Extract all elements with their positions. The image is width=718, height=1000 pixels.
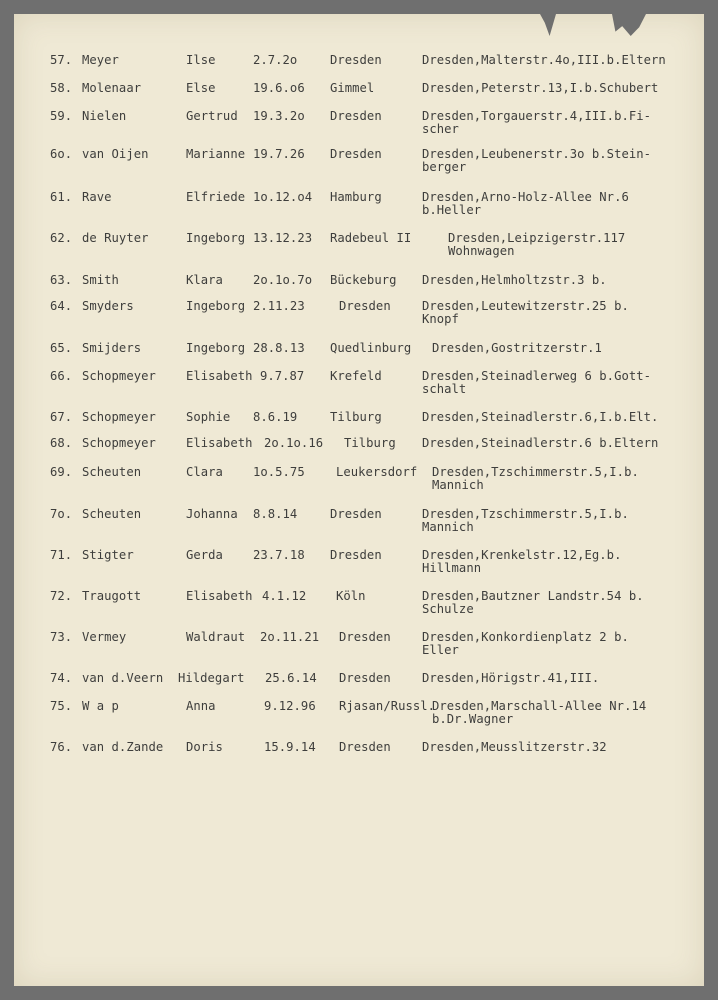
birth-place: Bückeburg	[330, 273, 397, 287]
address-line-2: Wohnwagen	[448, 244, 515, 258]
birth-date: 19.6.o6	[253, 81, 305, 95]
surname: Scheuten	[82, 465, 142, 479]
given-name: Ingeborg	[186, 231, 246, 245]
list-item	[0, 590, 718, 620]
address	[422, 191, 706, 217]
address-line-2: Knopf	[422, 312, 459, 326]
address	[422, 508, 706, 534]
birth-place: Leukersdorf	[336, 465, 418, 479]
address-line-2: Eller	[422, 643, 459, 657]
surname: Stigter	[82, 548, 134, 562]
surname: Meyer	[82, 53, 119, 67]
given-name: Ingeborg	[186, 299, 246, 313]
record-number: 66.	[50, 369, 73, 383]
given-name: Elisabeth	[186, 436, 253, 450]
surname: Schopmeyer	[82, 369, 156, 383]
address-line-1: Dresden,Arno-Holz-Allee Nr.6	[422, 191, 629, 204]
birth-place: Köln	[336, 589, 366, 603]
birth-place: Tilburg	[344, 436, 396, 450]
address-line-1: Dresden,Meusslitzerstr.32	[422, 741, 607, 754]
given-name: Doris	[186, 740, 223, 754]
address	[422, 82, 706, 95]
address-line-1: Dresden,Leubenerstr.3o b.Stein-	[422, 148, 652, 161]
address-line-1: Dresden,Steinadlerstr.6,I.b.Elt.	[422, 411, 659, 424]
record-number: 74.	[50, 671, 73, 685]
record-number: 75.	[50, 699, 73, 713]
surname: Nielen	[82, 109, 127, 123]
record-number: 76.	[50, 740, 73, 754]
birth-place: Krefeld	[330, 369, 382, 383]
address	[422, 300, 706, 326]
address	[422, 148, 706, 174]
birth-place: Dresden	[330, 53, 382, 67]
birth-place: Dresden	[339, 299, 391, 313]
birth-place: Dresden	[330, 507, 382, 521]
address	[432, 700, 706, 726]
address-line-1: Dresden,Steinadlerstr.6 b.Eltern	[422, 437, 659, 450]
address-line-1: Dresden,Tzschimmerstr.5,I.b.	[432, 466, 639, 479]
birth-date: 28.8.13	[253, 341, 305, 355]
given-name: Elisabeth	[186, 369, 253, 383]
record-number: 7o.	[50, 507, 73, 521]
birth-date: 23.7.18	[253, 548, 305, 562]
address-line-1: Dresden,Leutewitzerstr.25 b.	[422, 300, 629, 313]
record-number: 63.	[50, 273, 73, 287]
address-line-1: Dresden,Krenkelstr.12,Eg.b.	[422, 549, 622, 562]
record-number: 61.	[50, 190, 73, 204]
address-line-2: Mannich	[432, 478, 484, 492]
given-name: Johanna	[186, 507, 238, 521]
address-line-1: Dresden,Tzschimmerstr.5,I.b.	[422, 508, 629, 521]
record-number: 65.	[50, 341, 73, 355]
given-name: Ingeborg	[186, 341, 246, 355]
surname: Schopmeyer	[82, 436, 156, 450]
surname: Smith	[82, 273, 119, 287]
list-item	[0, 508, 718, 538]
address-line-2: scher	[422, 122, 459, 136]
address-line-1: Dresden,Hörigstr.41,III.	[422, 672, 600, 685]
address-line-1: Dresden,Helmholtzstr.3 b.	[422, 274, 607, 287]
address-line-2: Schulze	[422, 602, 474, 616]
record-number: 68.	[50, 436, 73, 450]
list-item	[0, 741, 718, 771]
birth-place: Quedlinburg	[330, 341, 412, 355]
birth-date: 19.3.2o	[253, 109, 305, 123]
given-name: Marianne	[186, 147, 246, 161]
given-name: Klara	[186, 273, 223, 287]
list-item	[0, 631, 718, 661]
address	[422, 54, 706, 67]
given-name: Elfriede	[186, 190, 246, 204]
given-name: Hildegart	[178, 671, 245, 685]
address	[422, 590, 706, 616]
address	[448, 232, 718, 258]
address-line-1: Dresden,Bautzner Landstr.54 b.	[422, 590, 644, 603]
surname: Rave	[82, 190, 112, 204]
birth-place: Gimmel	[330, 81, 375, 95]
address-line-1: Dresden,Konkordienplatz 2 b.	[422, 631, 629, 644]
address-line-2: b.Dr.Wagner	[432, 712, 514, 726]
birth-place: Dresden	[339, 630, 391, 644]
given-name: Elisabeth	[186, 589, 253, 603]
record-number: 57.	[50, 53, 73, 67]
birth-place: Dresden	[330, 548, 382, 562]
birth-place: Dresden	[330, 147, 382, 161]
list-item	[0, 300, 718, 330]
surname: Vermey	[82, 630, 127, 644]
birth-date: 9.7.87	[260, 369, 305, 383]
given-name: Sophie	[186, 410, 231, 424]
address	[422, 672, 706, 685]
birth-date: 8.6.19	[253, 410, 298, 424]
birth-date: 13.12.23	[253, 231, 313, 245]
given-name: Else	[186, 81, 216, 95]
address-line-1: Dresden,Peterstr.13,I.b.Schubert	[422, 82, 659, 95]
address	[422, 411, 706, 424]
birth-date: 8.8.14	[253, 507, 298, 521]
list-item	[0, 700, 718, 730]
given-name: Anna	[186, 699, 216, 713]
birth-date: 4.1.12	[262, 589, 307, 603]
record-number: 62.	[50, 231, 73, 245]
address	[422, 631, 706, 657]
record-number: 72.	[50, 589, 73, 603]
given-name: Gerda	[186, 548, 223, 562]
address	[422, 437, 706, 450]
surname: Molenaar	[82, 81, 142, 95]
surname: Smyders	[82, 299, 134, 313]
address	[432, 466, 716, 492]
birth-date: 2o.1o.7o	[253, 273, 313, 287]
surname: Smijders	[82, 341, 142, 355]
address	[422, 370, 706, 396]
birth-place: Dresden	[339, 740, 391, 754]
list-item	[0, 342, 718, 372]
list-item	[0, 370, 718, 400]
surname: de Ruyter	[82, 231, 149, 245]
birth-place: Hamburg	[330, 190, 382, 204]
address	[422, 741, 706, 754]
address-line-1: Dresden,Gostritzerstr.1	[432, 342, 602, 355]
birth-place: Dresden	[330, 109, 382, 123]
list-item	[0, 148, 718, 178]
surname: Schopmeyer	[82, 410, 156, 424]
birth-date: 15.9.14	[264, 740, 316, 754]
address	[432, 342, 716, 355]
address-line-2: Hillmann	[422, 561, 482, 575]
birth-date: 2o.11.21	[260, 630, 320, 644]
given-name: Gertrud	[186, 109, 238, 123]
surname: W a p	[82, 699, 119, 713]
address-line-2: b.Heller	[422, 203, 482, 217]
record-number: 69.	[50, 465, 73, 479]
surname: van d.Veern	[82, 671, 164, 685]
birth-date: 1o.5.75	[253, 465, 305, 479]
record-number: 59.	[50, 109, 73, 123]
address	[422, 274, 706, 287]
address-line-1: Dresden,Steinadlerweg 6 b.Gott-	[422, 370, 652, 383]
birth-date: 2o.1o.16	[264, 436, 324, 450]
address-line-1: Dresden,Torgauerstr.4,III.b.Fi-	[422, 110, 652, 123]
given-name: Clara	[186, 465, 223, 479]
surname: Traugott	[82, 589, 142, 603]
birth-date: 2.11.23	[253, 299, 305, 313]
birth-date: 2.7.2o	[253, 53, 298, 67]
list-item	[0, 191, 718, 221]
record-number: 64.	[50, 299, 73, 313]
address-line-2: berger	[422, 160, 467, 174]
list-item	[0, 466, 718, 496]
birth-place: Rjasan/Russl.	[339, 699, 436, 713]
record-number: 67.	[50, 410, 73, 424]
list-item	[0, 437, 718, 467]
given-name: Waldraut	[186, 630, 246, 644]
record-number: 58.	[50, 81, 73, 95]
birth-date: 9.12.96	[264, 699, 316, 713]
birth-place: Radebeul II	[330, 231, 412, 245]
address-line-1: Dresden,Leipzigerstr.117	[448, 232, 626, 245]
birth-place: Dresden	[339, 671, 391, 685]
birth-date: 1o.12.o4	[253, 190, 313, 204]
list-item	[0, 110, 718, 140]
address-line-1: Dresden,Malterstr.4o,III.b.Eltern	[422, 54, 666, 67]
address-line-2: Mannich	[422, 520, 474, 534]
address	[422, 110, 706, 136]
list-item	[0, 232, 718, 262]
birth-place: Tilburg	[330, 410, 382, 424]
birth-date: 25.6.14	[265, 671, 317, 685]
list-item	[0, 672, 718, 702]
address-line-1: Dresden,Marschall-Allee Nr.14	[432, 700, 647, 713]
address-line-2: schalt	[422, 382, 467, 396]
surname: van Oijen	[82, 147, 149, 161]
surname: Scheuten	[82, 507, 142, 521]
address	[422, 549, 706, 575]
record-number: 73.	[50, 630, 73, 644]
record-number: 6o.	[50, 147, 73, 161]
list-item	[0, 82, 718, 112]
given-name: Ilse	[186, 53, 216, 67]
surname: van d.Zande	[82, 740, 164, 754]
list-item	[0, 54, 718, 84]
record-number: 71.	[50, 548, 73, 562]
list-item	[0, 549, 718, 579]
birth-date: 19.7.26	[253, 147, 305, 161]
